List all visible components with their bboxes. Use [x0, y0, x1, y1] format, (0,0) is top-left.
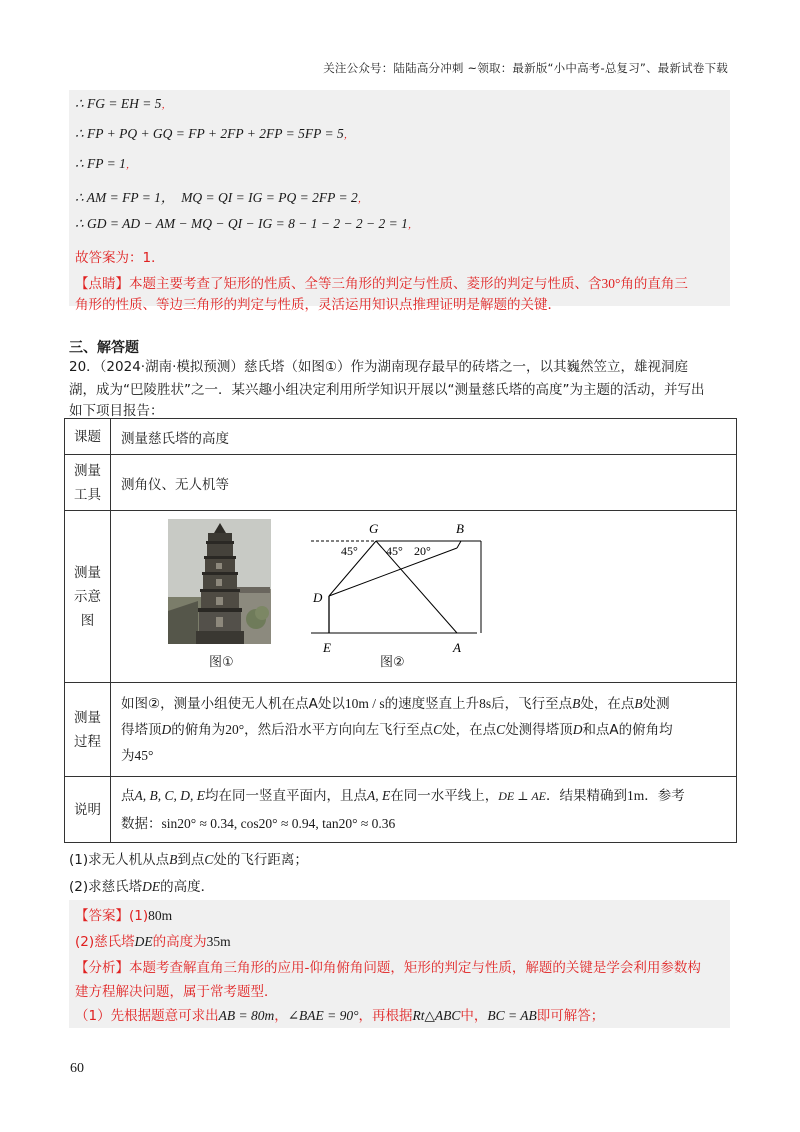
- table-row: [65, 683, 737, 777]
- pagoda-image: [168, 519, 271, 644]
- solution-line-2: ∴ FP + PQ + GQ = FP + 2FP + 2FP = 5FP = 5，: [75, 126, 354, 141]
- angle-45-left: 45°: [341, 544, 358, 558]
- table-row: [65, 455, 737, 511]
- figure2-caption: 图②: [380, 655, 405, 670]
- figure1-caption: 图①: [209, 655, 234, 670]
- label-d: D: [313, 590, 323, 605]
- angle-45-right: 45°: [386, 544, 403, 558]
- solution-line-5: ∴ GD = AD − AM − MQ − QI − IG = 8 − 1 − 2 − 2 − 2 = 1，: [75, 216, 418, 231]
- table-content: 点A, B, C, D, E均在同一竖直平面内，且点A, E在同一水平线上，DE ⊥ AE．结果精确到1m．参考 数据：sin20° ≈ 0.34, cos20° ≈ 0.94, tan20° ≈ 0.36: [111, 777, 737, 843]
- geometry-figure: [311, 519, 491, 655]
- solution-answer: 故答案为：1．: [75, 250, 165, 266]
- section-title: 三、解答题: [69, 340, 139, 356]
- analysis-step-1: （1）先根据题意可求出AB = 80m，∠BAE = 90°，再根据Rt△ABC中，BC = AB即可解答；: [75, 1008, 605, 1024]
- solution-comment-line-1: 【点睛】本题主要考查了矩形的性质、全等三角形的判定与性质、菱形的判定与性质、含30°角的直角三: [75, 276, 688, 292]
- solution-block: [69, 90, 730, 313]
- sub-question-2: (2)求慈氏塔DE的高度．: [69, 879, 215, 895]
- label-g: G: [369, 521, 379, 536]
- page-header: 关注公众号：陆陆高分冲刺 ~领取：最新版“小中高考-总复习”、最新试卷下载: [323, 61, 728, 75]
- sub-question-1: (1)求无人机从点B到点C处的飞行距离；: [69, 852, 308, 868]
- figure-cell: [111, 511, 737, 683]
- table-row: [65, 419, 737, 455]
- project-report-table: [64, 418, 737, 843]
- solution-line-3: ∴ FP = 1，: [75, 156, 136, 171]
- solution-line-4: ∴ AM = FP = 1， MQ = QI = IG = PQ = 2FP = 2，: [75, 190, 368, 205]
- question-line-2: 湖，成为“巴陵胜状”之一．某兴趣小组决定利用所学知识开展以“测量慈氏塔的高度”为主题的活动，并写出: [69, 382, 705, 398]
- table-label: 课题: [65, 419, 111, 455]
- line-db-end: [457, 541, 461, 548]
- solution-comment-line-2: 角形的性质、等边三角形的判定与性质，灵活运用知识点推理证明是解题的关键．: [75, 297, 561, 313]
- analysis-line-2: 建方程解决问题，属于常考题型．: [75, 984, 278, 1000]
- answer-line-1: 【答案】(1)80m: [75, 908, 173, 924]
- label-a: A: [453, 640, 461, 655]
- solution-line-1: ∴ FG = EH = 5，: [75, 96, 172, 111]
- page-number: 60: [70, 1061, 84, 1076]
- table-row: [65, 777, 737, 843]
- answer-block: [69, 900, 730, 1028]
- analysis-line-1: 【分析】本题考查解直角三角形的应用-仰角俯角问题，矩形的判定与性质，解题的关键是学会利用参数构: [75, 960, 701, 976]
- question-line-1: 20．（2024·湖南·模拟预测）慈氏塔（如图①）作为湖南现存最早的砖塔之一，以其巍然笠立，雄视洞庭: [69, 359, 688, 375]
- pagoda-photo: [168, 519, 271, 644]
- table-label: 测量 工具: [65, 455, 111, 511]
- table-label: 说明: [65, 777, 111, 843]
- label-b: B: [456, 521, 464, 536]
- question-line-3: 如下项目报告：: [69, 403, 164, 419]
- table-content: 如图②，测量小组使无人机在点A处以10m / s的速度竖直上升8s后，飞行至点B处，在点B处测 得塔顶D的俯角为20°，然后沿水平方向向左飞行至点C处，在点C处测得塔顶D和点A的俯角均 为45°: [111, 683, 737, 777]
- table-content: 测角仪、无人机等: [111, 455, 737, 511]
- angle-20: 20°: [414, 544, 431, 558]
- table-row: [65, 511, 737, 683]
- label-e: E: [323, 640, 331, 655]
- table-content: 测量慈氏塔的高度: [111, 419, 737, 455]
- table-label: 测量 过程: [65, 683, 111, 777]
- answer-line-2: (2)慈氏塔DE的高度为35m: [75, 934, 231, 950]
- table-label: 测量 示意 图: [65, 511, 111, 683]
